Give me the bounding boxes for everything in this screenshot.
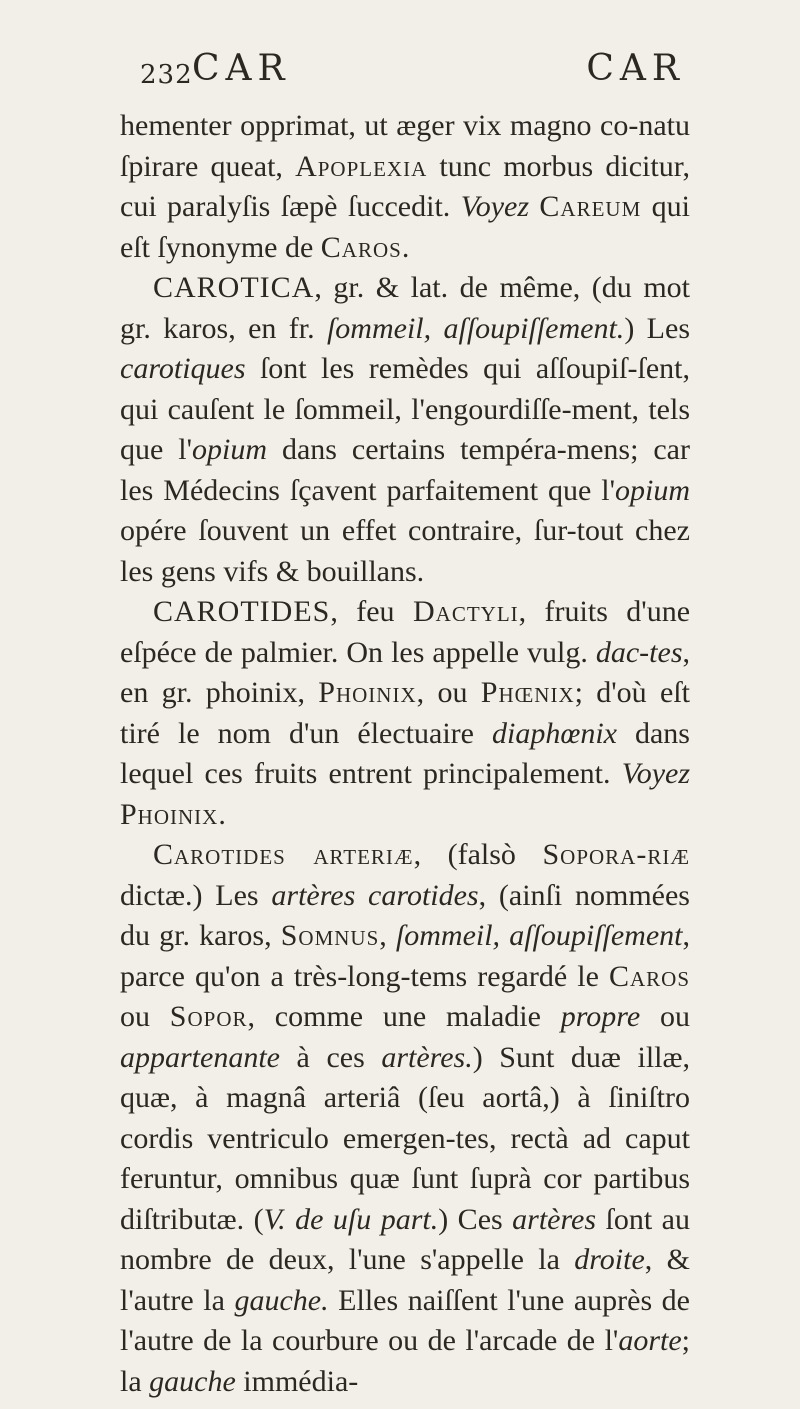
text-run: ſont les remèdes qui aſſoupiſ-ſent, qui cauſent le ſommeil, l'engourdiſſe-ment, tels que l' xyxy=(120,352,690,466)
text-run: tunc morbus dicitur, cui paralyſis ſæpè ſuccedit. xyxy=(120,149,690,223)
text-run: ſommeil, aſſoupiſſement xyxy=(395,919,683,952)
text-run: Phœnix xyxy=(480,676,575,709)
paragraph-carotides-fruits xyxy=(120,592,690,835)
text-run: à ces xyxy=(279,1040,382,1074)
text-run: opium xyxy=(192,433,268,466)
header-right-word: CAR xyxy=(586,48,685,89)
text-run: Careum xyxy=(539,190,642,223)
text-run: Carotides arteriæ xyxy=(153,838,414,871)
text-run: Dactyli xyxy=(412,595,519,628)
text-run: aorte xyxy=(618,1324,682,1357)
text-run: , xyxy=(379,919,396,952)
text-run: artères. xyxy=(381,1040,473,1074)
text-run: ou xyxy=(120,1000,170,1033)
text-run: . xyxy=(401,230,410,264)
text-run: Phoinix xyxy=(318,676,417,709)
text-run: hementer opprimat, ut æger vix magno co-natu ſpirare queat, xyxy=(120,109,690,183)
text-run: ſont au nombre de deux, l'une s'appelle la xyxy=(120,1202,691,1276)
text-run: gauche. xyxy=(234,1283,329,1317)
page-number: 232 xyxy=(140,60,193,90)
page-text xyxy=(120,106,690,1402)
text-run: Voyez xyxy=(621,757,690,790)
text-run: CAROTIDES xyxy=(153,595,331,628)
text-run: Sopor xyxy=(169,1000,248,1033)
paragraph-carotides-arteriae xyxy=(120,835,690,1402)
text-run: qui eſt ſynonyme de xyxy=(120,190,691,264)
text-run: CAROTICA xyxy=(153,271,315,304)
text-run: . xyxy=(218,797,226,831)
text-run: dictæ.) Les xyxy=(120,878,272,912)
text-run: artères carotides xyxy=(271,878,479,912)
text-run: Voyez xyxy=(460,190,529,223)
text-run: ; la xyxy=(120,1324,690,1398)
text-run: dans certains tempéra-mens; car les Médecins ſçavent parfaitement que l' xyxy=(120,433,690,507)
text-run: ſommeil, aſſoupiſſement. xyxy=(326,311,625,345)
text-run: ; d'où eſt tiré le nom d'un électuaire xyxy=(120,676,690,750)
paragraph-carus-continued xyxy=(120,106,690,268)
text-run: dans lequel ces fruits entrent principalement. xyxy=(120,716,690,790)
text-run: carotiques xyxy=(120,352,246,385)
text-run: V. de uſu part. xyxy=(263,1202,439,1236)
text-run: , comme une maladie xyxy=(247,1000,561,1033)
text-run: , (ainſi nommées du gr. karos, xyxy=(120,878,690,952)
text-run: , ou xyxy=(416,676,481,709)
text-run: appartenante xyxy=(120,1040,280,1074)
text-run: , gr. & lat. de même, (du mot gr. karos, en fr. xyxy=(120,271,690,345)
text-run: Phoinix xyxy=(120,797,219,831)
text-run: Apoplexia xyxy=(295,149,428,183)
text-run: ) Sunt duæ illæ, quæ, à magnâ arteriâ (ſeu aortâ,) à ſiniſtro cordis ventriculo emergen-tes, rectà ad caput feruntur, omnibus quæ ſunt ſuprà cor partibus diſtributæ. ( xyxy=(120,1040,690,1236)
text-run: Somnus xyxy=(280,919,380,952)
text-run: , feu xyxy=(330,595,413,628)
text-run: , fruits d'une eſpéce de palmier. On les appelle vulg. xyxy=(120,595,691,669)
text-run: ) Les xyxy=(624,311,690,345)
text-run: dac-tes xyxy=(595,635,683,669)
running-header xyxy=(140,48,685,98)
text-run: , & l'autre la xyxy=(120,1243,690,1317)
text-run: immédia- xyxy=(235,1364,359,1398)
text-run: opium xyxy=(615,473,690,507)
text-run: gauche xyxy=(149,1364,236,1398)
text-run: Elles naiſſent l'une auprès de l'autre de la courbure ou de l'arcade de l' xyxy=(120,1283,691,1357)
text-run xyxy=(529,190,539,223)
text-run: droite xyxy=(574,1243,645,1276)
text-run: ) Ces xyxy=(438,1202,513,1236)
text-run: Caros xyxy=(320,230,402,264)
text-run: Caros xyxy=(608,959,690,993)
text-run: , en gr. phoinix, xyxy=(120,635,690,709)
header-left-word: CAR xyxy=(192,48,291,89)
text-run: , parce qu'on a très-long-tems regardé le xyxy=(120,919,690,993)
text-run: opére ſouvent un effet contraire, ſur-tout chez les gens vifs & bouillans. xyxy=(120,514,690,588)
text-run: Sopora-riæ xyxy=(542,838,690,871)
text-run: , (falsò xyxy=(413,838,543,871)
text-run: diaphœnix xyxy=(491,716,617,750)
text-run: ou xyxy=(640,1000,690,1033)
text-run: propre xyxy=(560,1000,641,1033)
text-run: artères xyxy=(512,1202,597,1236)
paragraph-carotica xyxy=(120,268,690,592)
